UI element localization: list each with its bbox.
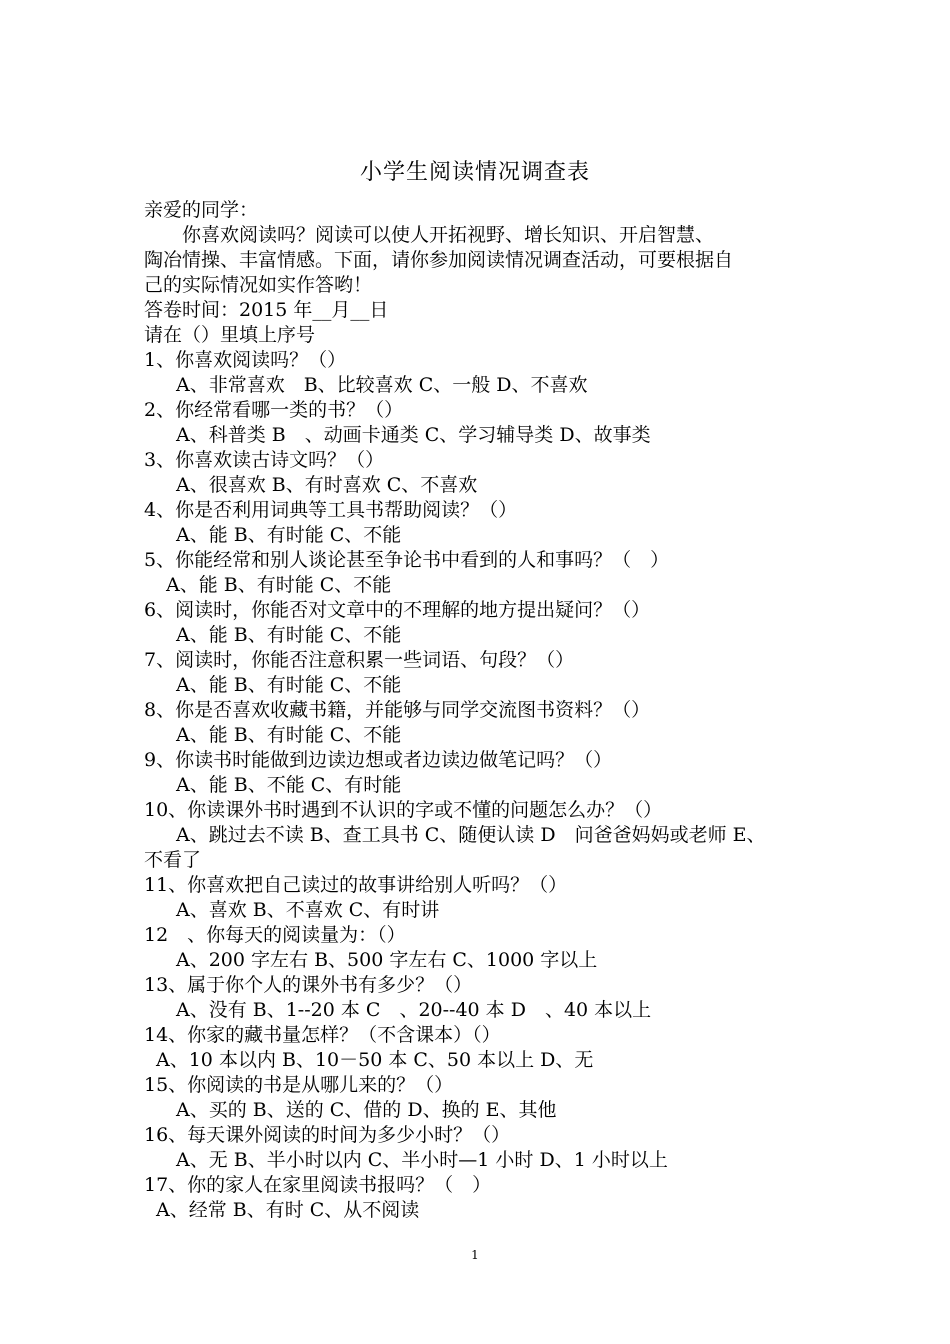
question-7: 7、阅读时，你能否注意积累一些词语、句段？（） <box>144 649 575 671</box>
intro-paragraph-line-3: 己的实际情况如实作答哟！ <box>144 274 373 296</box>
question-2-options: A、科普类 B 、动画卡通类 C、学习辅导类 D、故事类 <box>176 424 651 446</box>
question-11-options: A、喜欢 B、不喜欢 C、有时讲 <box>176 899 440 921</box>
intro-paragraph-line-2: 陶冶情操、丰富情感。下面，请你参加阅读情况调查活动，可要根据自 <box>144 249 734 271</box>
question-17-options: A、经常 B、有时 C、从不阅读 <box>156 1199 420 1221</box>
question-14-options: A、10 本以内 B、10－50 本 C、50 本以上 D、无 <box>156 1049 594 1071</box>
page-number: 1 <box>471 1248 479 1262</box>
question-11: 11、你喜欢把自己读过的故事讲给别人听吗？（） <box>144 874 568 896</box>
question-15-options: A、买的 B、送的 C、借的 D、换的 E、其他 <box>176 1099 557 1121</box>
date-line: 答卷时间：2015 年__月__日 <box>144 299 389 321</box>
question-1: 1、你喜欢阅读吗？（） <box>144 349 347 371</box>
question-13-options: A、没有 B、1--20 本 C 、20--40 本 D 、40 本以上 <box>176 999 652 1021</box>
question-12: 12 、你每天的阅读量为：（） <box>144 924 406 946</box>
survey-content <box>144 198 814 1223</box>
greeting: 亲爱的同学： <box>144 199 259 221</box>
intro-paragraph-line-1: 你喜欢阅读吗？阅读可以使人开拓视野、增长知识、开启智慧、 <box>182 224 715 246</box>
question-12-options: A、200 字左右 B、500 字左右 C、1000 字以上 <box>176 949 598 971</box>
question-5: 5、你能经常和别人谈论甚至争论书中看到的人和事吗？（ ） <box>144 549 670 571</box>
question-16-options: A、无 B、半小时以内 C、半小时—1 小时 D、1 小时以上 <box>176 1149 668 1171</box>
question-17: 17、你的家人在家里阅读书报吗？（ ） <box>144 1174 492 1196</box>
question-2: 2、你经常看哪一类的书？（） <box>144 399 404 421</box>
question-6-options: A、能 B、有时能 C、不能 <box>176 624 402 646</box>
question-10-options: A、跳过去不读 B、查工具书 C、随便认读 D 问爸爸妈妈或老师 E、 <box>176 824 766 846</box>
question-15: 15、你阅读的书是从哪儿来的？（） <box>144 1074 454 1096</box>
question-4: 4、你是否利用词典等工具书帮助阅读？（） <box>144 499 518 521</box>
question-9: 9、你读书时能做到边读边想或者边读边做笔记吗？（） <box>144 749 613 771</box>
question-13: 13、属于你个人的课外书有多少？（） <box>144 974 473 996</box>
question-4-options: A、能 B、有时能 C、不能 <box>176 524 402 546</box>
question-1-options: A、非常喜欢 B、比较喜欢 C、一般 D、不喜欢 <box>176 374 588 396</box>
question-5-options: A、能 B、有时能 C、不能 <box>166 574 392 596</box>
question-10-options-continued: 不看了 <box>144 849 202 871</box>
question-8-options: A、能 B、有时能 C、不能 <box>176 724 402 746</box>
question-9-options: A、能 B、不能 C、有时能 <box>176 774 402 796</box>
question-16: 16、每天课外阅读的时间为多少小时？（） <box>144 1124 511 1146</box>
document-title: 小学生阅读情况调查表 <box>359 160 590 185</box>
question-14: 14、你家的藏书量怎样？（不含课本）（） <box>144 1024 501 1046</box>
question-6: 6、阅读时，你能否对文章中的不理解的地方提出疑问？（） <box>144 599 651 621</box>
instruction-line: 请在（）里填上序号 <box>144 324 316 346</box>
question-3-options: A、很喜欢 B、有时喜欢 C、不喜欢 <box>176 474 478 496</box>
question-10: 10、你读课外书时遇到不认识的字或不懂的问题怎么办？（） <box>144 799 663 821</box>
question-3: 3、你喜欢读古诗文吗？（） <box>144 449 385 471</box>
question-7-options: A、能 B、有时能 C、不能 <box>176 674 402 696</box>
question-8: 8、你是否喜欢收藏书籍，并能够与同学交流图书资料？（） <box>144 699 651 721</box>
